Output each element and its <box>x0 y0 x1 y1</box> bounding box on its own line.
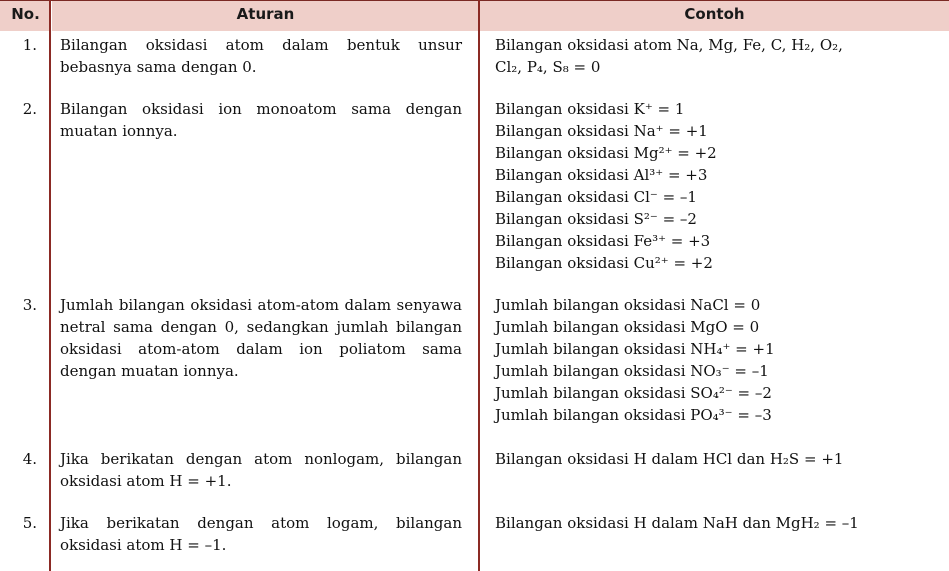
example-line: Bilangan oksidasi Cl⁻ = –1 <box>495 188 697 206</box>
header-no: No. <box>0 1 51 31</box>
header-contoh: Contoh <box>480 1 949 31</box>
example-line: Bilangan oksidasi Mg²⁺ = +2 <box>495 144 717 162</box>
rule-text: Jika berikatan dengan atom logam, bilangan oksidasi atom H = –1. <box>60 514 462 554</box>
example-line: Jumlah bilangan oksidasi PO₄³⁻ = –3 <box>495 406 772 424</box>
example-line: Bilangan oksidasi H dalam HCl dan H₂S = +1 <box>495 450 844 468</box>
column-divider-right <box>478 0 480 571</box>
rule-text: Bilangan oksidasi atom dalam bentuk unsur bebasnya sama dengan 0. <box>60 36 462 76</box>
example-list <box>495 448 935 470</box>
row-number: 5. <box>22 514 37 532</box>
table-header <box>0 0 949 30</box>
example-line: Bilangan oksidasi Al³⁺ = +3 <box>495 166 708 184</box>
example-line: Jumlah bilangan oksidasi NH₄⁺ = +1 <box>495 340 775 358</box>
rule-text: Bilangan oksidasi ion monoatom sama dengan muatan ionnya. <box>60 100 462 140</box>
example-line: Cl₂, P₄, S₈ = 0 <box>495 58 601 76</box>
example-line: Jumlah bilangan oksidasi SO₄²⁻ = –2 <box>495 384 772 402</box>
row-number: 4. <box>22 450 37 468</box>
example-line: Bilangan oksidasi Cu²⁺ = +2 <box>495 254 713 272</box>
example-list <box>495 512 935 534</box>
column-divider-left <box>49 0 51 571</box>
rule-text: Jika berikatan dengan atom nonlogam, bilangan oksidasi atom H = +1. <box>60 450 462 490</box>
example-line: Bilangan oksidasi Na⁺ = +1 <box>495 122 708 140</box>
example-line: Jumlah bilangan oksidasi MgO = 0 <box>495 318 760 336</box>
example-line: Bilangan oksidasi K⁺ = 1 <box>495 100 685 118</box>
example-line: Bilangan oksidasi Fe³⁺ = +3 <box>495 232 711 250</box>
row-number: 3. <box>22 296 37 314</box>
example-line: Bilangan oksidasi H dalam NaH dan MgH₂ = –1 <box>495 514 859 532</box>
rule-text: Jumlah bilangan oksidasi atom-atom dalam senyawa netral sama dengan 0, sedangkan jumlah bilangan oksidasi atom-atom dalam ion poliatom sama dengan muatan ionnya. <box>60 296 462 380</box>
row-number: 1. <box>22 36 37 54</box>
example-line: Bilangan oksidasi S²⁻ = –2 <box>495 210 697 228</box>
example-list <box>495 98 935 274</box>
example-line: Jumlah bilangan oksidasi NaCl = 0 <box>495 296 761 314</box>
example-list <box>495 34 935 78</box>
example-line: Jumlah bilangan oksidasi NO₃⁻ = –1 <box>495 362 769 380</box>
row-number: 2. <box>22 100 37 118</box>
header-aturan: Aturan <box>52 1 479 31</box>
example-list <box>495 294 935 426</box>
example-line: Bilangan oksidasi atom Na, Mg, Fe, C, H₂, O₂, <box>495 36 843 54</box>
